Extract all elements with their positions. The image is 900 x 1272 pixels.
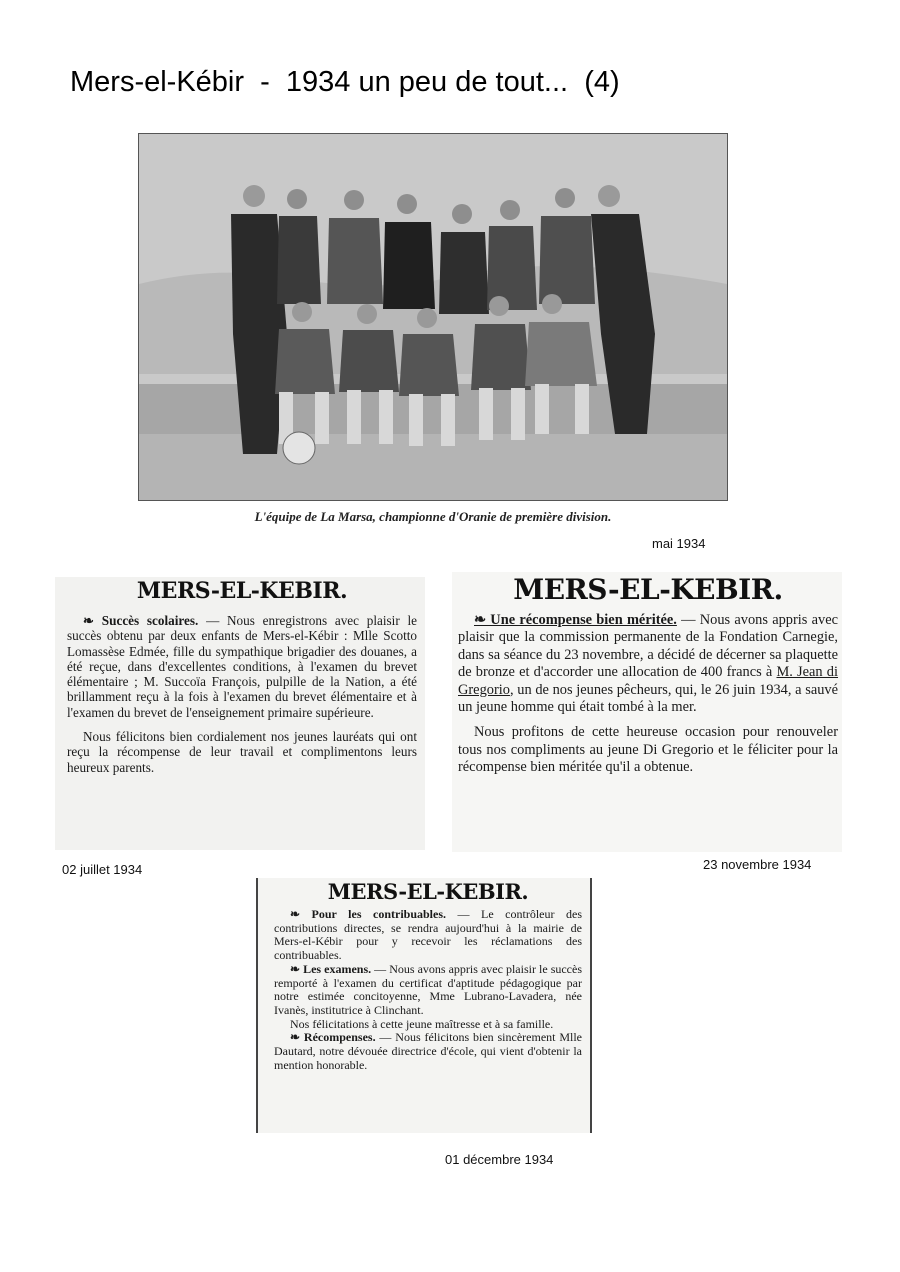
paragraph-text: — Nous félicitons bien sincèrement Mlle Dautard, notre dévouée directrice d'école, qui vient d'obtenir la mention honorable. xyxy=(274,1030,582,1072)
paragraph-title: ❧ Succès scolaires. xyxy=(83,613,199,628)
paragraph-text: — Nous avons appris avec plaisir que la commission permanente de la Fondation Carnegie, dans sa séance du 23 novembre, a décidé de décerner sa plaquette de bronze et d'accorder une allocation de 400 francs à xyxy=(458,612,838,681)
clipping-paragraph xyxy=(458,724,838,776)
clipping-paragraph xyxy=(274,1018,582,1032)
clipping-date: 02 juillet 1934 xyxy=(62,862,143,877)
paragraph-text: — Le contrôleur des contributions directes, se rendra aujourd'hui à la mairie de Mers-el-Kébir pour y recevoir les réclamations des contribuables. xyxy=(274,907,582,963)
newspaper-clipping-contribuables xyxy=(256,878,592,1133)
clipping-date: 23 novembre 1934 xyxy=(703,857,812,872)
clipping-paragraph xyxy=(274,908,582,963)
paragraph-text: Nous profitons de cette heureuse occasion pour renouveler tous nos compliments au jeune Di Gregorio et le féliciter pour la récompense bien méritée qu'il a obtenue. xyxy=(458,724,838,776)
team-photo-illustration xyxy=(139,134,727,500)
clipping-heading: MERS-EL-KEBIR. xyxy=(136,578,348,604)
clipping-paragraph xyxy=(274,963,582,1018)
clipping-paragraph xyxy=(458,612,838,716)
team-photo xyxy=(138,133,728,501)
paragraph-title: ❧ Pour les contribuables. xyxy=(290,907,447,921)
photo-caption: L'équipe de La Marsa, championne d'Oranie de première division. xyxy=(254,509,612,524)
clipping-heading: MERS-EL-KEBIR. xyxy=(327,879,529,904)
page-title: Mers-el-Kébir - 1934 un peu de tout... (4) xyxy=(70,66,620,98)
newspaper-clipping-succes-scolaires xyxy=(55,577,425,850)
newspaper-clipping-recompense xyxy=(452,572,842,852)
clipping-paragraph xyxy=(274,1031,582,1072)
clipping-paragraph xyxy=(67,729,417,775)
person-name: M. Jean di Gregorio xyxy=(458,664,839,698)
paragraph-title: ❧ Les examens. xyxy=(290,961,372,976)
paragraph-text: Nous félicitons bien cordialement nos jeunes lauréats qui ont reçu la récompense de leur travail et complimentons leurs heureux parents. xyxy=(67,729,417,775)
paragraph-text: , un de nos jeunes pêcheurs, qui, le 26 juin 1934, a sauvé un jeune homme qui était tombé à la mer. xyxy=(458,681,838,716)
clipping-heading: MERS-EL-KEBIR. xyxy=(513,573,783,606)
paragraph-text: — Nous avons appris avec plaisir le succès remporté à l'examen du certificat d'aptitude pédagogique par notre estimée concitoyenne, Mme Lubrano-Lavadera, née Ivanès, institutrice à Clinchant. xyxy=(274,961,583,1017)
photo-date: mai 1934 xyxy=(652,536,706,551)
paragraph-title: ❧ Récompenses. xyxy=(290,1030,376,1045)
paragraph-text: Nos félicitations à cette jeune maîtresse et à sa famille. xyxy=(290,1016,554,1031)
paragraph-title: ❧ Une récompense bien méritée. xyxy=(474,612,677,628)
clipping-date: 01 décembre 1934 xyxy=(445,1152,554,1167)
team-photo-block xyxy=(138,133,728,533)
paragraph-text: — Nous enregistrons avec plaisir le succès obtenu par deux enfants de Mers-el-Kébir : Mlle Scotto Lomassèse Edmée, fille du sympathique brigadier des douanes, a été reçue, dans d'excellentes conditions, à l'examen du brevet élémentaire ; M. Succoïa François, pulpille de la Nation, a été brillamment reçu à la fois à l'examen du brevet élémentaire et à l'examen du brevet de l'enseignement primaire supérieure. xyxy=(67,613,417,720)
clipping-paragraph xyxy=(67,613,417,720)
